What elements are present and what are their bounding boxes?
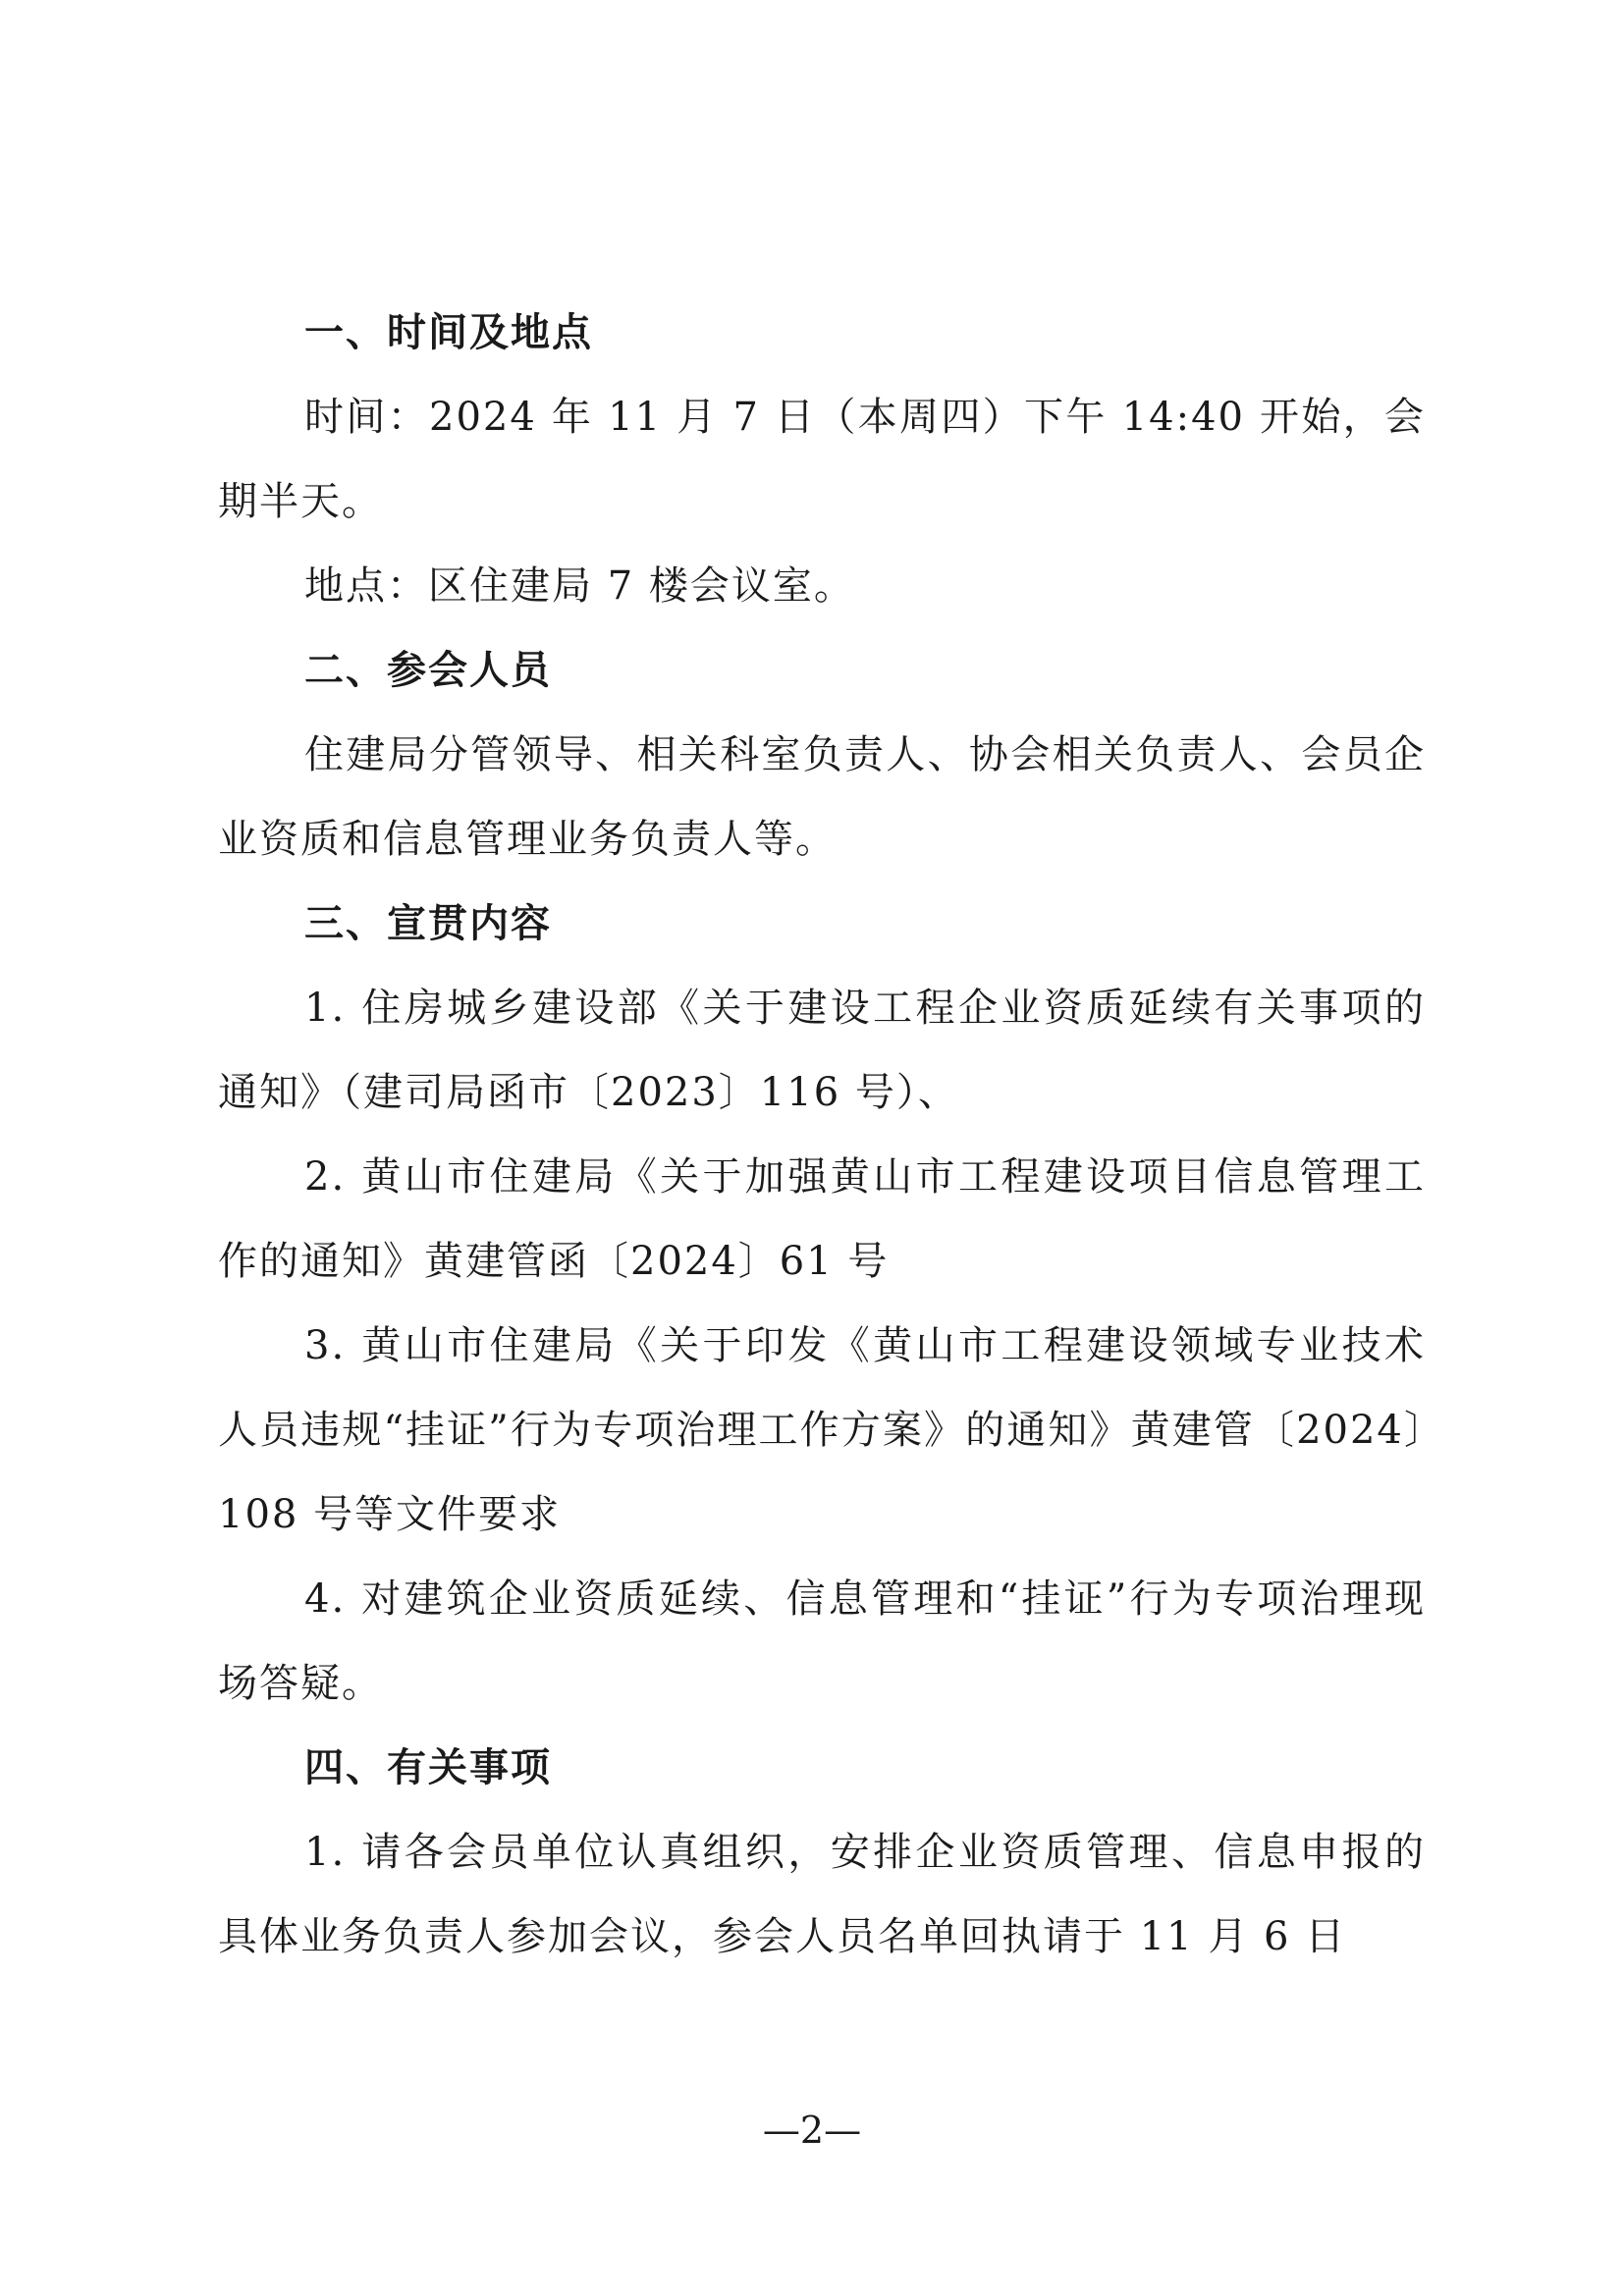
paragraph-content-item-2: 2. 黄山市住建局《关于加强黄山市工程建设项目信息管理工作的通知》黄建管函〔2024〕61 号 — [218, 1154, 1426, 1284]
paragraph-attendees: 住建局分管领导、相关科室负责人、协会相关负责人、会员企业资质和信息管理业务负责人等。 — [218, 732, 1426, 862]
paragraph-content-item-1: 1. 住房城乡建设部《关于建设工程企业资质延续有关事项的通知》（建司局函市〔2023〕116 号）、 — [218, 986, 1426, 1115]
paragraph-time: 时间：2024 年 11 月 7 日（本周四）下午 14:40 开始，会期半天。 — [218, 395, 1426, 524]
paragraph-content-item-3: 3. 黄山市住建局《关于印发《黄山市工程建设领域专业技术人员违规“挂证”行为专项治理工作方案》的通知》黄建管〔2024〕108 号等文件要求 — [218, 1323, 1426, 1537]
section-heading-matters: 四、有关事项 — [304, 1745, 552, 1790]
section-heading-attendees: 二、参会人员 — [304, 648, 552, 693]
paragraph-location: 地点：区住建局 7 楼会议室。 — [304, 563, 855, 609]
section-heading-content: 三、宣贯内容 — [304, 901, 552, 946]
section-heading-time-location: 一、时间及地点 — [304, 310, 593, 355]
document-body — [218, 291, 1426, 1979]
paragraph-content-item-4: 4. 对建筑企业资质延续、信息管理和“挂证”行为专项治理现场答疑。 — [218, 1576, 1426, 1706]
page-number: —2— — [762, 2109, 862, 2152]
paragraph-matters-item-1: 1. 请各会员单位认真组织，安排企业资质管理、信息申报的具体业务负责人参加会议，参会人员名单回执请于 11 月 6 日 — [218, 1830, 1426, 1959]
